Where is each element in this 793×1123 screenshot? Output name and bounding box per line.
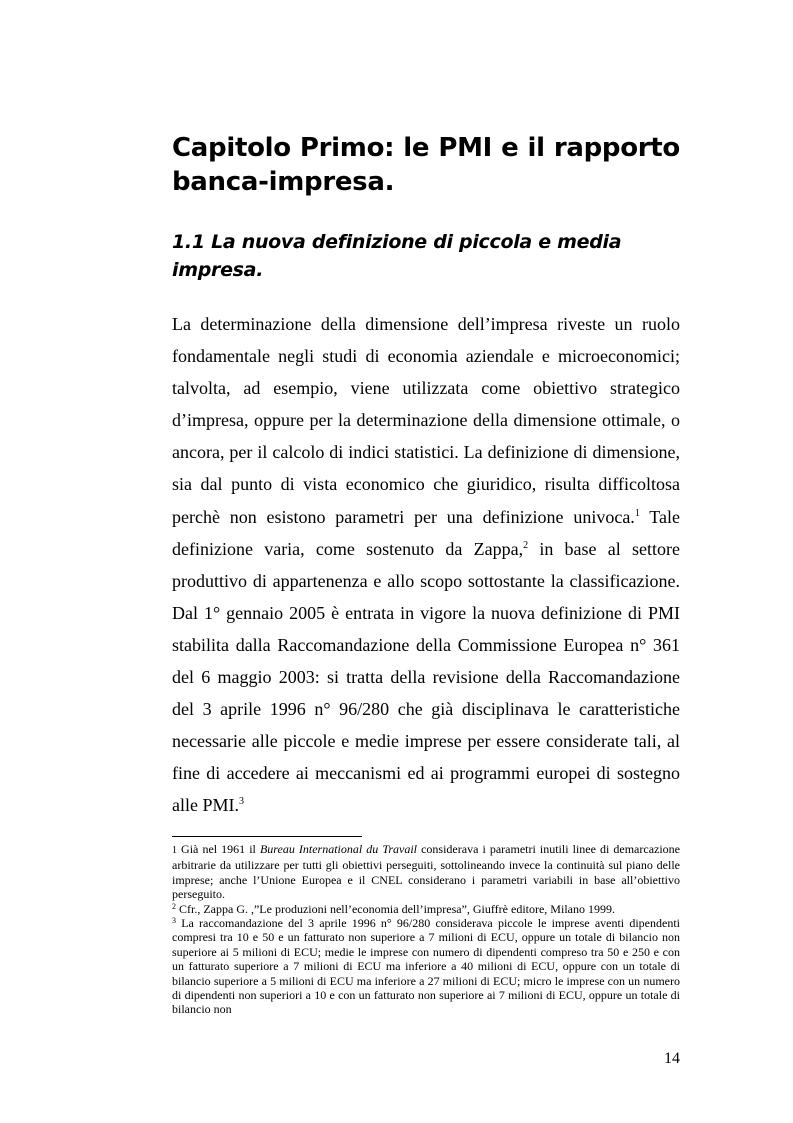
footnote-number: 1 [172, 845, 177, 856]
body-text-part: in base al settore produttivo di appartenenza e allo scopo sottostante la classificazione. Dal 1° gennaio 2005 è entrata in vigore la nuova definizione di PMI stabilita dalla Raccomandazione della Commissione Europea n° 361 del 6 maggio 2003: si tratta della revisione della Raccomandazione del 3 aprile 1996 n° 96/280 che già disciplinava le caratteristiche necessarie alle piccole e medie imprese per essere considerate tali, al fine di accedere ai meccanismi ed ai programmi europei di sostegno alle PMI. [172, 538, 680, 816]
footnote-ref-2[interactable]: 2 [523, 539, 529, 551]
footnote-number: 3 [172, 916, 176, 926]
footnote-text: La raccomandazione del 3 aprile 1996 n° 96/280 considerava piccole le imprese aventi dipendenti compresi tra 10 e 50 e un fatturato non superiore a 7 milioni di ECU, oppure un totale di bilancio non superiore ai 5 milioni di ECU; medie le imprese con numero di dipendenti compreso tra 50 e 250 e con un fatturato superiore a 7 milioni di ECU ma inferiore a 40 milioni di ECU, oppure con un totale di bilancio superiore a 5 milioni di ECU ma inferiore a 27 milioni di ECU; micro le imprese con un numero di dipendenti non superiori a 10 e con un fatturato non superiore ai 7 milioni di ECU, oppure un totale di bilancio non [172, 916, 680, 1017]
body-paragraph [172, 308, 680, 822]
section-title: 1.1 La nuova definizione di piccola e media impresa. [172, 231, 622, 281]
footnote-number: 2 [172, 901, 176, 911]
footnote-3 [172, 916, 680, 1017]
page-number: 14 [664, 1050, 680, 1067]
footnote-1 [172, 842, 680, 902]
body-text-part: Tale definizione varia, come sostenuto da Zappa, [172, 506, 680, 559]
footnote-text: Cfr., Zappa G. ,”Le produzioni nell’economia dell’impresa”, Giuffrè editore, Milano 1999. [176, 901, 615, 916]
footnote-text: considerava i parametri inutili linee di demarcazione arbitrarie da utilizzare per tutti gli obiettivi perseguiti, sottolineando invece la continuità sul piano delle imprese; anche l’Unione Europea e il CNEL considerano i parametri variabili in base all’obiettivo perseguito. [172, 842, 681, 902]
body-text-part: La determinazione della dimensione dell’impresa riveste un ruolo fondamentale negli studi di economia aziendale e microeconomici; talvolta, ad esempio, viene utilizzata come obiettivo strategico d’impresa, oppure per la determinazione della dimensione ottimale, o ancora, per il calcolo di indici statistici. La definizione di dimensione, sia dal punto di vista economico che giuridico, risulta difficoltosa perchè non esistono parametri per una definizione univoca. [172, 314, 680, 527]
footnote-italic-text: Bureau International du Travail [259, 842, 418, 856]
footnote-ref-3[interactable]: 3 [239, 796, 244, 808]
footnote-divider [172, 836, 362, 837]
footnotes [172, 842, 680, 1017]
chapter-title: Capitolo Primo: le PMI e il rapporto banca-impresa. [172, 133, 680, 197]
footnote-text: Già nel 1961 il [177, 842, 260, 856]
footnote-ref-1[interactable]: 1 [634, 507, 640, 519]
footnote-2 [172, 902, 680, 916]
